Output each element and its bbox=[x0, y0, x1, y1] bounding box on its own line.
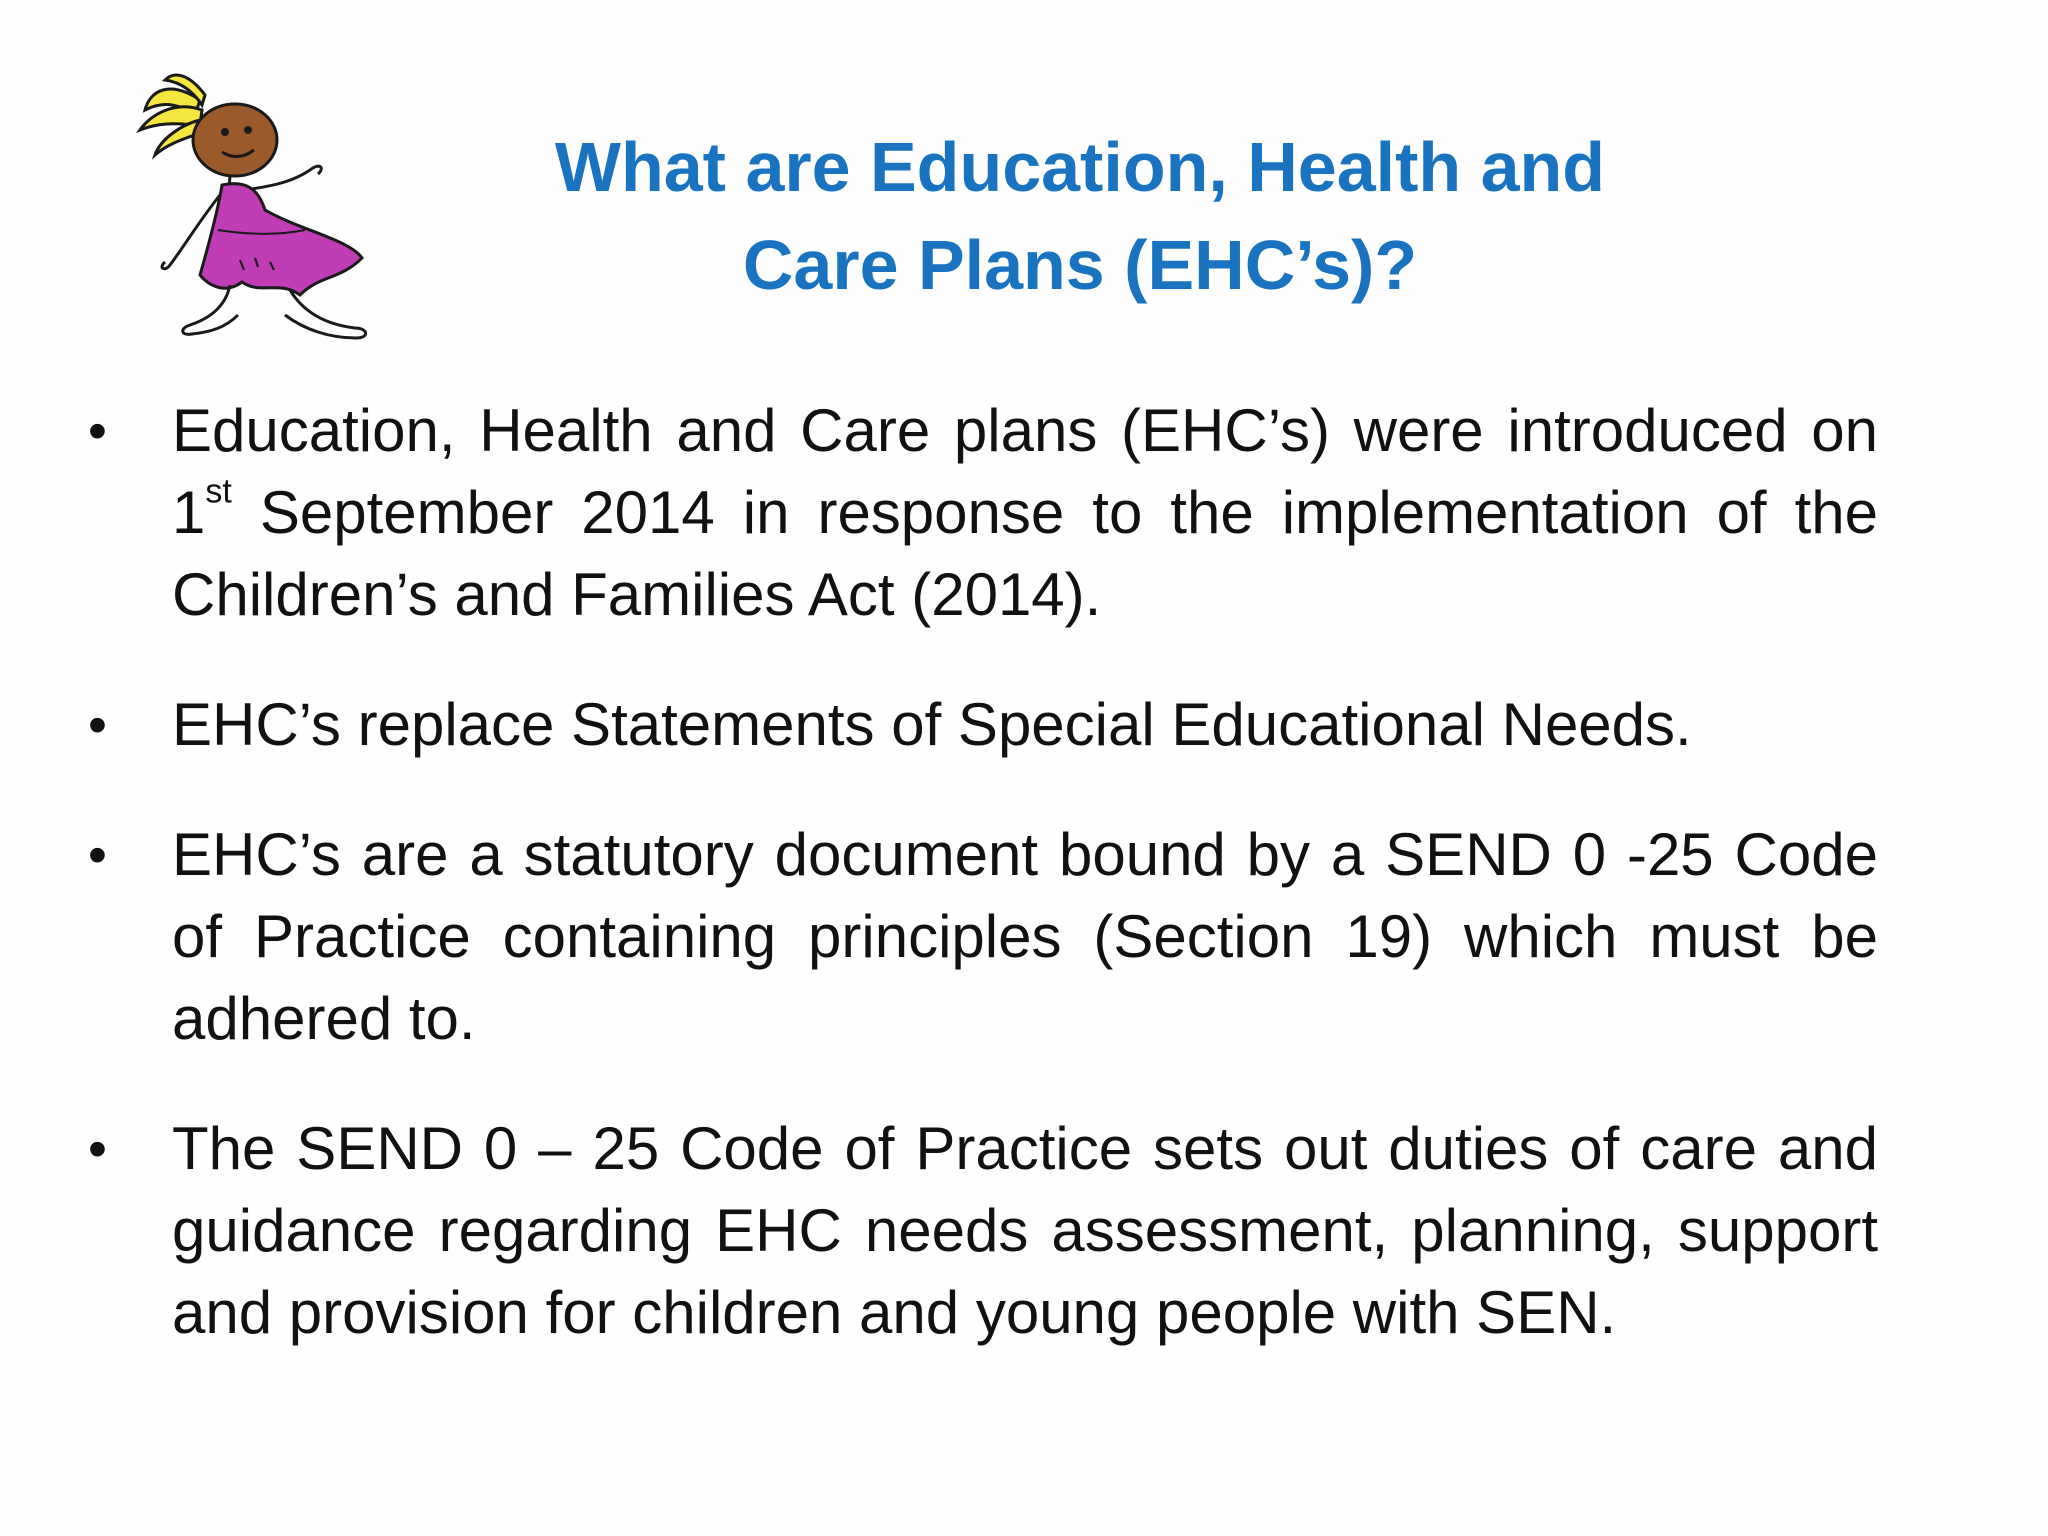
bullet-item-3 bbox=[88, 814, 1878, 1060]
bullet-1-ordinal-suffix: st bbox=[205, 472, 232, 511]
bullet-list bbox=[88, 390, 1878, 1402]
bullet-item-2 bbox=[88, 684, 1878, 766]
bullet-item-1 bbox=[88, 390, 1878, 636]
bullet-marker: • bbox=[88, 401, 107, 461]
title-line-2: Care Plans (EHC’s)? bbox=[742, 226, 1418, 304]
dancing-girl-cartoon-icon bbox=[130, 70, 410, 350]
bullet-marker: • bbox=[88, 1119, 107, 1179]
page-title bbox=[470, 118, 1690, 314]
bullet-item-4 bbox=[88, 1108, 1878, 1354]
bullet-marker: • bbox=[88, 825, 107, 885]
bullet-1-text-start: Education, Health and Care plans (EHC’s) were introduced on 1 bbox=[172, 397, 1878, 546]
bullet-2-text: EHC’s replace Statements of Special Educational Needs. bbox=[172, 691, 1692, 758]
bullet-1-text-end: September 2014 in response to the implementation of the Children’s and Families Act (2014). bbox=[172, 479, 1878, 628]
bullet-4-text: The SEND 0 – 25 Code of Practice sets out duties of care and guidance regarding EHC needs assessment, planning, support and provision for children and young people with SEN. bbox=[172, 1115, 1878, 1346]
bullet-3-text: EHC’s are a statutory document bound by a SEND 0 -25 Code of Practice containing principles (Section 19) which must be adhered to. bbox=[172, 821, 1878, 1052]
title-line-1: What are Education, Health and bbox=[554, 128, 1606, 206]
bullet-marker: • bbox=[88, 695, 107, 755]
